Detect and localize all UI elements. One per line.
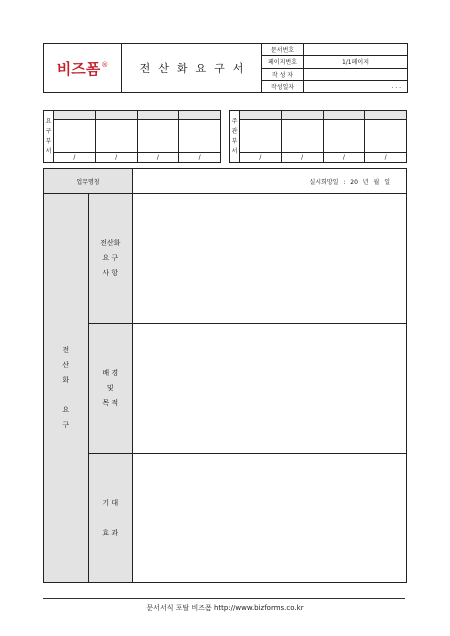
signature-cell[interactable] [323,120,365,153]
expected-effect-label: 기 대 효 과 [88,454,133,583]
approval-title-cell[interactable] [240,111,282,120]
author-label: 작 성 자 [262,68,304,80]
signature-cell[interactable] [281,120,323,153]
signature-cell[interactable] [240,120,282,153]
computerization-request-label: 전 산 화 요 구 [44,194,89,583]
signature-cell[interactable] [179,120,221,153]
sign-date-cell[interactable]: / [179,152,221,162]
task-name-label: 업무명칭 [44,169,133,194]
requesting-dept-approval [43,110,221,163]
sign-date-cell[interactable]: / [281,152,323,162]
registered-mark: ® [101,60,109,69]
doc-number-field[interactable] [304,44,408,56]
requirements-field[interactable] [133,194,407,324]
background-purpose-field[interactable] [133,324,407,454]
background-purpose-label: 배 경 및 목 적 [88,324,133,454]
signature-cell[interactable] [95,120,137,153]
signature-cell[interactable] [54,120,96,153]
desired-date-field[interactable]: 실시희망일 : 20 년 월 일 [133,169,407,194]
requirements-label: 전산화 요 구 사 항 [88,194,133,324]
requesting-dept-label: 요 구 부 서 [44,111,54,163]
managing-dept-label: 주 관 부 서 [230,111,240,163]
approval-title-cell[interactable] [95,111,137,120]
page-number-label: 페이지번호 [262,56,304,68]
logo-text: 비즈폼 [56,59,101,78]
document-header [43,43,408,93]
company-logo [44,44,122,93]
approval-title-cell[interactable] [281,111,323,120]
signature-cell[interactable] [137,120,179,153]
approval-title-cell[interactable] [179,111,221,120]
sign-date-cell[interactable]: / [365,152,407,162]
sign-date-cell[interactable]: / [137,152,179,162]
sign-date-cell[interactable]: / [323,152,365,162]
footer-text: 문서서식 포탈 비즈폼 http://www.bizforms.co.kr [146,604,304,612]
page-number-value: 1/1페이지 [304,56,408,68]
signature-cell[interactable] [365,120,407,153]
approval-title-cell[interactable] [137,111,179,120]
approval-title-cell[interactable] [54,111,96,120]
approval-title-cell[interactable] [365,111,407,120]
doc-number-label: 문서번호 [262,44,304,56]
managing-dept-approval [229,110,407,163]
request-form-body [43,168,407,583]
expected-effect-field[interactable] [133,454,407,583]
document-title: 전산화요구서 [122,44,262,93]
sign-date-cell[interactable]: / [54,152,96,162]
author-field[interactable] [304,68,408,80]
sign-date-cell[interactable]: / [240,152,282,162]
approval-title-cell[interactable] [323,111,365,120]
written-date-field[interactable]: . . . [304,80,408,92]
sign-date-cell[interactable]: / [95,152,137,162]
written-date-label: 작성일자 [262,80,304,92]
footer-divider [43,598,405,599]
